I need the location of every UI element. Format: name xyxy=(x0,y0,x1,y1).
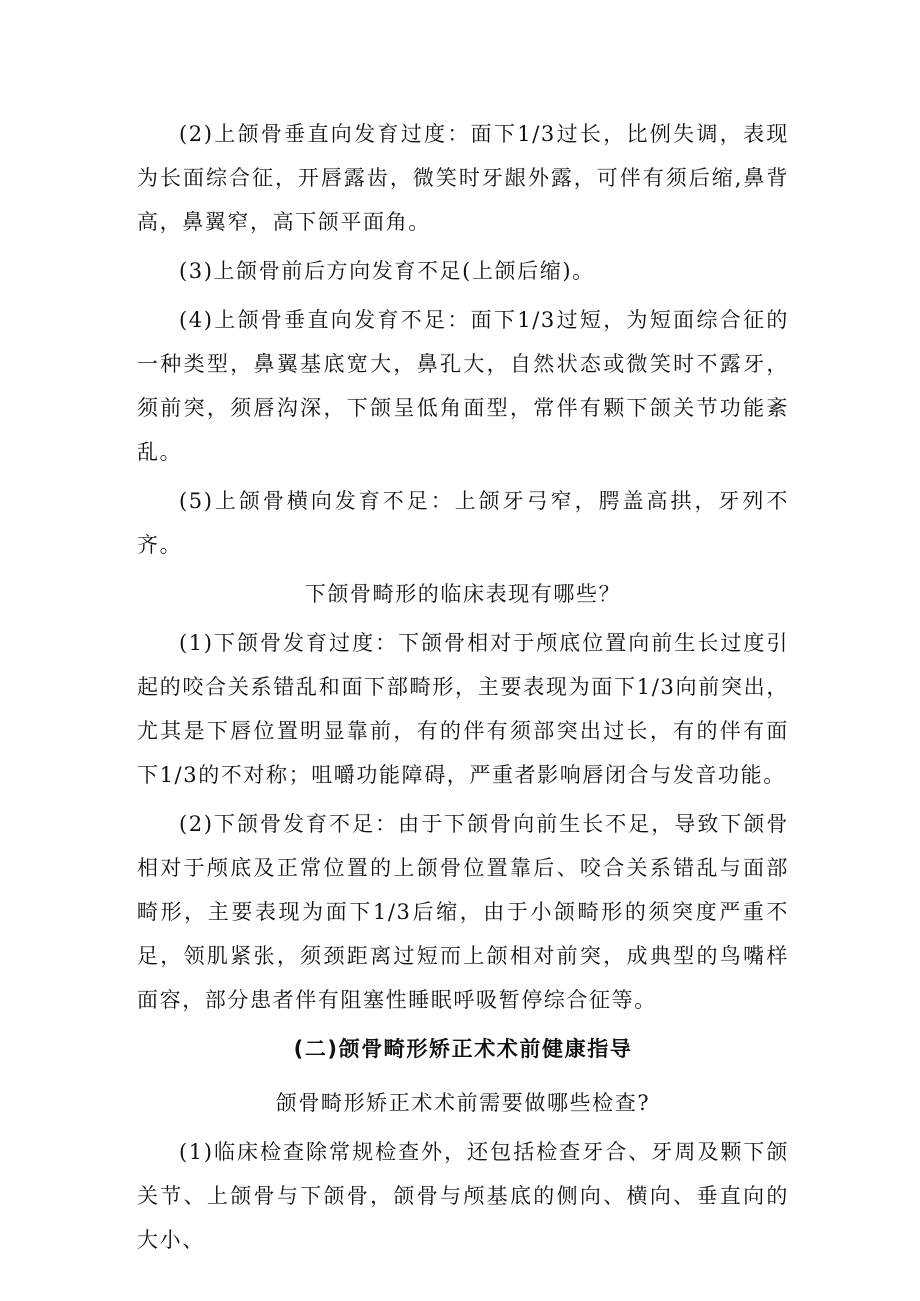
question-mandible-deformity: 下颌骨畸形的临床表现有哪些？ xyxy=(304,582,622,606)
section-heading: (二)颌骨畸形矫正术术前健康指导 xyxy=(293,1037,633,1061)
paragraph-maxilla-transverse-deficiency: (5)上颌骨横向发育不足：上颌牙弓窄，腭盖高拱，牙列不齐。 xyxy=(137,489,789,557)
paragraph-maxilla-vertical-excess: (2)上颌骨垂直向发育过度：面下1/3过长，比例失调，表现为长面综合征，开唇露齿，微笑时牙龈外露，可伴有须后缩,鼻背高，鼻翼窄，高下颌平面角。 xyxy=(137,122,789,234)
paragraph-mandible-excess: (1)下颌骨发育过度：下颌骨相对于颅底位置向前生长过度引起的咬合关系错乱和面下部畸形，主要表现为面下1/3向前突出，尤其是下唇位置明显靠前，有的伴有须部突出过长，有的伴有面下1/3的不对称；咀嚼功能障碍，严重者影响唇闭合与发音功能。 xyxy=(137,631,789,787)
question-preoperative-exams: 颌骨畸形矫正术术前需要做哪些检查? xyxy=(275,1091,651,1115)
paragraph-mandible-deficiency: (2)下颌骨发育不足：由于下颌骨向前生长不足，导致下颌骨相对于颅底及正常位置的上颌骨位置靠后、咬合关系错乱与面部畸形，主要表现为面下1/3后缩，由于小颌畸形的须突度严重不足，领肌紧张，须颈距离过短而上颌相对前突，成典型的鸟嘴样面容，部分患者伴有阻塞性睡眠呼吸暂停综合征等。 xyxy=(137,812,789,1012)
paragraph-clinical-exam: (1)临床检查除常规检查外，还包括检查牙合、牙周及颗下颌关节、上颌骨与下颌骨，颌骨与颅基底的侧向、横向、垂直向的大小、 xyxy=(137,1140,789,1252)
paragraph-maxilla-retrusion: (3)上颌骨前后方向发育不足(上颌后缩)。 xyxy=(179,259,595,283)
paragraph-maxilla-vertical-deficiency: (4)上颌骨垂直向发育不足：面下1/3过短，为短面综合征的一种类型，鼻翼基底宽大，鼻孔大，自然状态或微笑时不露牙，须前突，须唇沟深，下颌呈低角面型，常伴有颗下颌关节功能紊乱。 xyxy=(137,308,789,464)
document-body xyxy=(137,112,789,1267)
